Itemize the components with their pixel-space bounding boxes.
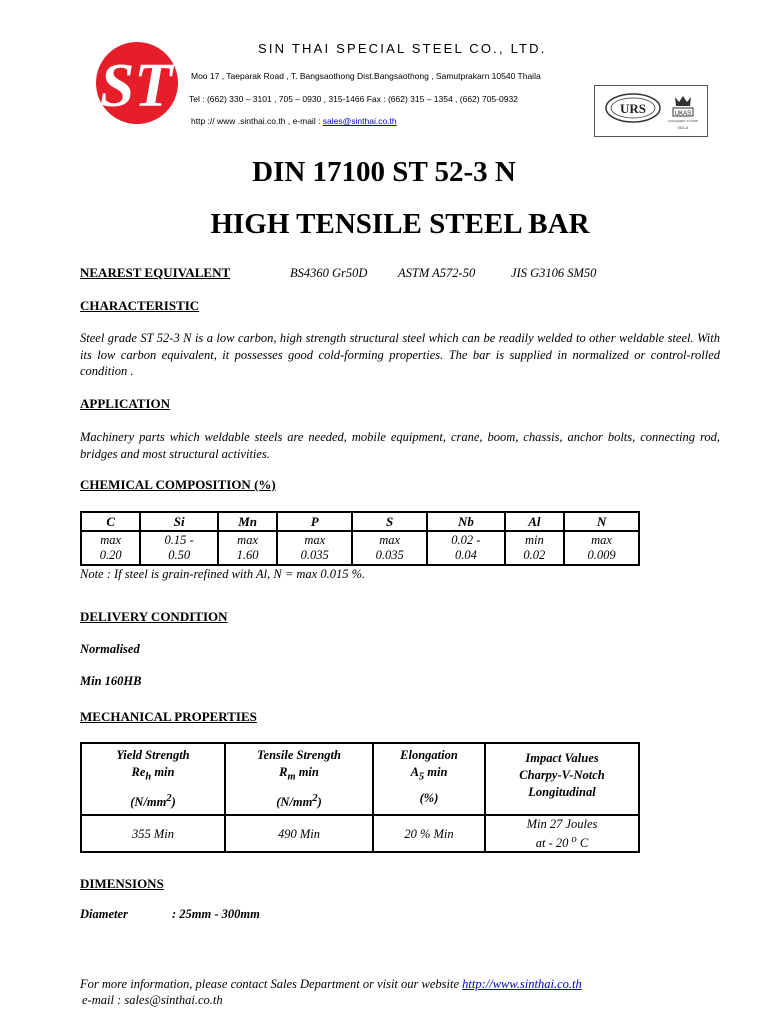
chemical-note: Note : If steel is grain-refined with Al, N = max 0.015 %.: [80, 567, 366, 581]
value-c: max 0.20: [81, 531, 140, 565]
element-mn: Mn: [218, 512, 277, 531]
page-title: DIN 17100 ST 52-3 N: [252, 156, 516, 188]
footer-email: e-mail : sales@sinthai.co.th: [82, 993, 223, 1007]
urs-cert-logo: [604, 92, 662, 124]
impact-value: Min 27 Joules at - 20 $^o$ C: [485, 815, 639, 852]
application-text: Machinery parts which weldable steels are needed, mobile equipment, crane, boom, chassis, anchor bolts, connecting rod, bridges and most structural activities.: [80, 430, 720, 461]
website-text: http :// www .sinthai.co.th , e-mail :: [191, 116, 323, 126]
element-n: N: [564, 512, 639, 531]
chemical-value-row: [81, 531, 639, 565]
ukas-sub-text: MANAGEMENT SYSTEMS: [668, 120, 698, 123]
element-p: P: [277, 512, 352, 531]
urs-text: URS: [619, 101, 647, 116]
impact-values-header: Impact Values Charpy-V-Notch Longitudinal: [485, 743, 639, 815]
footer-contact-text: For more information, please contact Sales Department or visit our website: [80, 977, 463, 991]
characteristic-heading: CHARACTERISTIC: [80, 298, 200, 313]
value-nb: 0.02 - 0.04: [427, 531, 505, 565]
website-link[interactable]: http://www.sinthai.co.th: [462, 977, 582, 991]
value-s: max 0.035: [352, 531, 427, 565]
company-address: Moo 17 , Taeparak Road , T. Bangsaothong Dist.Bangsaothong , Samutprakarn 10540 Thaila: [191, 71, 541, 81]
equivalent-bs: BS4360 Gr50D: [290, 266, 368, 280]
email-link[interactable]: sales@sinthai.co.th: [322, 116, 397, 126]
chemical-header-row: [81, 512, 639, 531]
ukas-text: UKAS: [674, 111, 692, 117]
company-phone-fax: Tel : (662) 330 – 3101 , 705 – 0930 , 315-1466 Fax : (662) 315 – 1354 , (662) 705-0932: [189, 94, 518, 104]
ukas-code: 003-A: [677, 125, 689, 130]
element-si: Si: [140, 512, 218, 531]
chemical-table: [80, 511, 640, 566]
equivalent-jis: JIS G3106 SM50: [511, 266, 597, 280]
yield-strength-header: Yield Strength $Re_h$ min $(N/mm^2)$: [81, 743, 225, 815]
value-mn: max 1.60: [218, 531, 277, 565]
delivery-normalised: Normalised: [80, 642, 140, 656]
element-s: S: [352, 512, 427, 531]
page-subtitle: HIGH TENSILE STEEL BAR: [210, 208, 590, 240]
tensile-strength-value: 490 Min: [225, 815, 373, 852]
logo-letters: ST: [99, 52, 173, 120]
element-c: C: [81, 512, 140, 531]
equivalent-astm: ASTM A572-50: [398, 266, 476, 280]
element-nb: Nb: [427, 512, 505, 531]
yield-strength-value: 355 Min: [81, 815, 225, 852]
characteristic-text: Steel grade ST 52-3 N is a low carbon, high strength structural steel which can be readily welded to other weldable steel. With its low carbon equivalent, it possesses good cold-forming properties. The bar is supplied in normalized or control-rolled condition .: [80, 331, 720, 378]
diameter-value: : 25mm - 300mm: [172, 907, 260, 921]
mechanical-heading: MECHANICAL PROPERTIES: [80, 709, 257, 724]
elongation-header: Elongation $A_5$ min (%): [373, 743, 485, 815]
chemical-heading: CHEMICAL COMPOSITION (%): [80, 477, 276, 492]
footer-contact: [80, 977, 582, 992]
value-p: max 0.035: [277, 531, 352, 565]
company-logo: [92, 38, 182, 128]
nearest-equivalent-heading: NEAREST EQUIVALENT: [80, 265, 231, 280]
ukas-cert-logo: [668, 91, 698, 131]
mechanical-table: [80, 742, 640, 853]
value-si: 0.15 - 0.50: [140, 531, 218, 565]
element-al: Al: [505, 512, 564, 531]
mechanical-value-row: [81, 815, 639, 852]
company-web-line: [191, 116, 397, 126]
company-name: SIN THAI SPECIAL STEEL CO., LTD.: [258, 41, 547, 56]
mechanical-header-row: [81, 743, 639, 815]
application-heading: APPLICATION: [80, 396, 171, 411]
value-n: max 0.009: [564, 531, 639, 565]
tensile-strength-header: Tensile Strength $R_m$ min $(N/mm^2)$: [225, 743, 373, 815]
diameter-label: Diameter: [80, 907, 128, 921]
delivery-heading: DELIVERY CONDITION: [80, 609, 228, 624]
value-al: min 0.02: [505, 531, 564, 565]
elongation-value: 20 % Min: [373, 815, 485, 852]
delivery-hardness: Min 160HB: [80, 674, 142, 688]
dimensions-heading: DIMENSIONS: [80, 876, 164, 891]
